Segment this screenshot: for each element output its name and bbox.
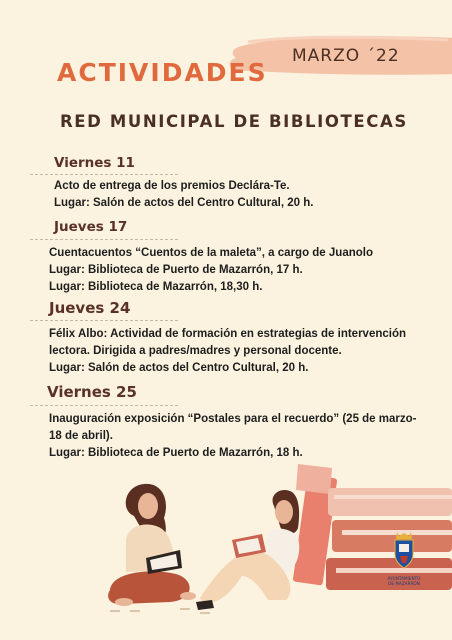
page-subtitle: RED MUNICIPAL DE BIBLIOTECAS [60, 112, 408, 131]
ground-dashes [110, 608, 210, 614]
month-label: MARZO ´22 [292, 46, 400, 66]
event-line: Lugar: Salón de actos del Centro Cultural, 20 h. [54, 197, 314, 209]
event-line: Lugar: Biblioteca de Mazarrón, 18,30 h. [49, 281, 263, 293]
book-stack [293, 464, 452, 590]
page-title: ACTIVIDADES [57, 58, 268, 87]
event-line: Cuentacuentos “Cuentos de la maleta”, a cargo de Juanolo [49, 247, 373, 259]
divider [30, 405, 178, 406]
event-day-heading: Viernes 25 [47, 383, 137, 401]
logo-line: AYUNTAMIENTO [387, 576, 421, 581]
divider [30, 320, 178, 321]
divider [30, 174, 178, 175]
event-details [49, 245, 373, 296]
woman-reading-left [108, 484, 196, 606]
event-day-heading: Jueves 24 [49, 299, 131, 317]
event-day-heading: Jueves 17 [54, 219, 128, 235]
event-line: Inauguración exposición “Postales para el recuerdo” (25 de marzo- [49, 413, 417, 425]
event-line: Lugar: Biblioteca de Puerto de Mazarrón, 18 h. [49, 447, 303, 459]
crest-icon [391, 530, 417, 570]
event-line: Félix Albo: Actividad de formación en estrategias de intervención [49, 328, 407, 340]
logo-line: DE MAZARRÓN [388, 581, 420, 586]
divider [30, 239, 178, 240]
event-line: lectora. Dirigida a padres/madres y personal docente. [49, 345, 342, 357]
event-details [54, 178, 313, 212]
event-line: Lugar: Biblioteca de Puerto de Mazarrón, 17 h. [49, 264, 303, 276]
municipal-logo [382, 530, 426, 620]
event-day-heading: Viernes 11 [54, 155, 135, 171]
woman-reading-right [196, 490, 299, 610]
event-line: Lugar: Salón de actos del Centro Cultural, 20 h. [49, 362, 309, 374]
event-line: Acto de entrega de los premios Declára-Te. [54, 180, 290, 192]
event-line: 18 de abril). [49, 430, 113, 442]
event-details [49, 326, 406, 377]
